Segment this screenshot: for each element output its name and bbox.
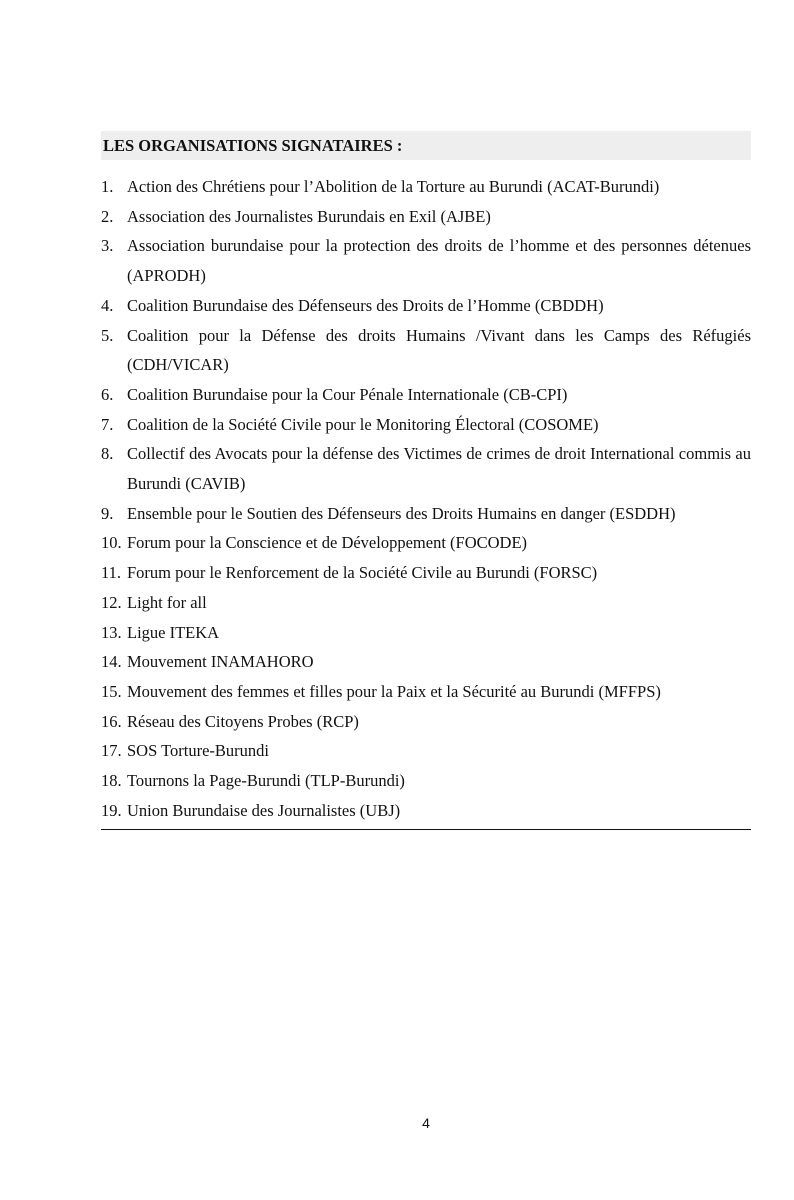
- list-item-number: 14.: [101, 652, 122, 672]
- list-item-text: Coalition Burundaise des Défenseurs des Droits de l’Homme (CBDDH): [127, 295, 604, 315]
- list-item-number: 17.: [101, 741, 122, 761]
- list-item-number: 7.: [101, 414, 114, 434]
- bottom-divider: [101, 829, 751, 830]
- list-item-text: Réseau des Citoyens Probes (RCP): [127, 711, 359, 731]
- list-item: [101, 410, 751, 440]
- list-item-number: 16.: [101, 711, 122, 731]
- list-item-number: 19.: [101, 800, 122, 820]
- list-item: [101, 231, 751, 290]
- list-item-number: 15.: [101, 681, 122, 701]
- page-number: 4: [422, 1115, 430, 1131]
- list-item-text: Ensemble pour le Soutien des Défenseurs des Droits Humains en danger (ESDDH): [127, 503, 676, 523]
- list-item: [101, 736, 751, 766]
- list-item-number: 18.: [101, 771, 122, 791]
- list-item-text: Coalition pour la Défense des droits Humains /Vivant dans les Camps des Réfugiés (CDH/VICAR): [127, 325, 751, 375]
- list-item: [101, 172, 751, 202]
- list-item: [101, 647, 751, 677]
- list-item: [101, 202, 751, 232]
- list-item-number: 5.: [101, 325, 114, 345]
- list-item-text: Association des Journalistes Burundais en Exil (AJBE): [127, 206, 491, 226]
- list-item-text: Light for all: [127, 592, 207, 612]
- list-item: [101, 528, 751, 558]
- list-item-text: Coalition Burundaise pour la Cour Pénale Internationale (CB-CPI): [127, 384, 568, 404]
- list-item-text: Mouvement des femmes et filles pour la Paix et la Sécurité au Burundi (MFFPS): [127, 681, 661, 701]
- list-item-number: 2.: [101, 206, 114, 226]
- list-item: [101, 588, 751, 618]
- list-item-text: Tournons la Page-Burundi (TLP-Burundi): [127, 771, 405, 791]
- list-item-text: Mouvement INAMAHORO: [127, 652, 314, 672]
- list-item: [101, 796, 751, 826]
- list-item-number: 9.: [101, 503, 114, 523]
- list-item-text: Union Burundaise des Journalistes (UBJ): [127, 800, 401, 820]
- list-item: [101, 321, 751, 380]
- list-item-number: 11.: [101, 563, 122, 583]
- list-item-number: 13.: [101, 622, 122, 642]
- list-item-text: Forum pour le Renforcement de la Société Civile au Burundi (FORSC): [127, 563, 598, 583]
- list-item-number: 10.: [101, 533, 122, 553]
- list-item-text: Action des Chrétiens pour l’Abolition de la Torture au Burundi (ACAT-Burundi): [127, 177, 660, 196]
- list-item-number: 6.: [101, 384, 114, 404]
- list-item-number: 4.: [101, 295, 114, 315]
- list-item-text: Coalition de la Société Civile pour le Monitoring Électoral (COSOME): [127, 414, 599, 434]
- list-item: [101, 291, 751, 321]
- list-item-text: Collectif des Avocats pour la défense des Victimes de crimes de droit International commis au Burundi (CAVIB): [127, 444, 751, 494]
- organization-list: [101, 172, 751, 825]
- list-item-number: 12.: [101, 592, 122, 612]
- list-item-number: 3.: [101, 236, 114, 256]
- list-item-number: 1.: [101, 177, 114, 196]
- list-item: [101, 618, 751, 648]
- list-item: [101, 558, 751, 588]
- list-item-text: Ligue ITEKA: [127, 622, 220, 642]
- section-heading: LES ORGANISATIONS SIGNATAIRES :: [103, 136, 403, 155]
- list-item-number: 8.: [101, 444, 114, 464]
- list-item-text: Forum pour la Conscience et de Développement (FOCODE): [127, 533, 528, 553]
- list-item-text: SOS Torture-Burundi: [127, 741, 269, 761]
- list-item: [101, 707, 751, 737]
- list-item: [101, 499, 751, 529]
- list-item: [101, 766, 751, 796]
- list-item: [101, 380, 751, 410]
- list-item-text: Association burundaise pour la protection des droits de l’homme et des personnes détenues (APRODH): [127, 236, 751, 286]
- list-item: [101, 439, 751, 498]
- list-item: [101, 677, 751, 707]
